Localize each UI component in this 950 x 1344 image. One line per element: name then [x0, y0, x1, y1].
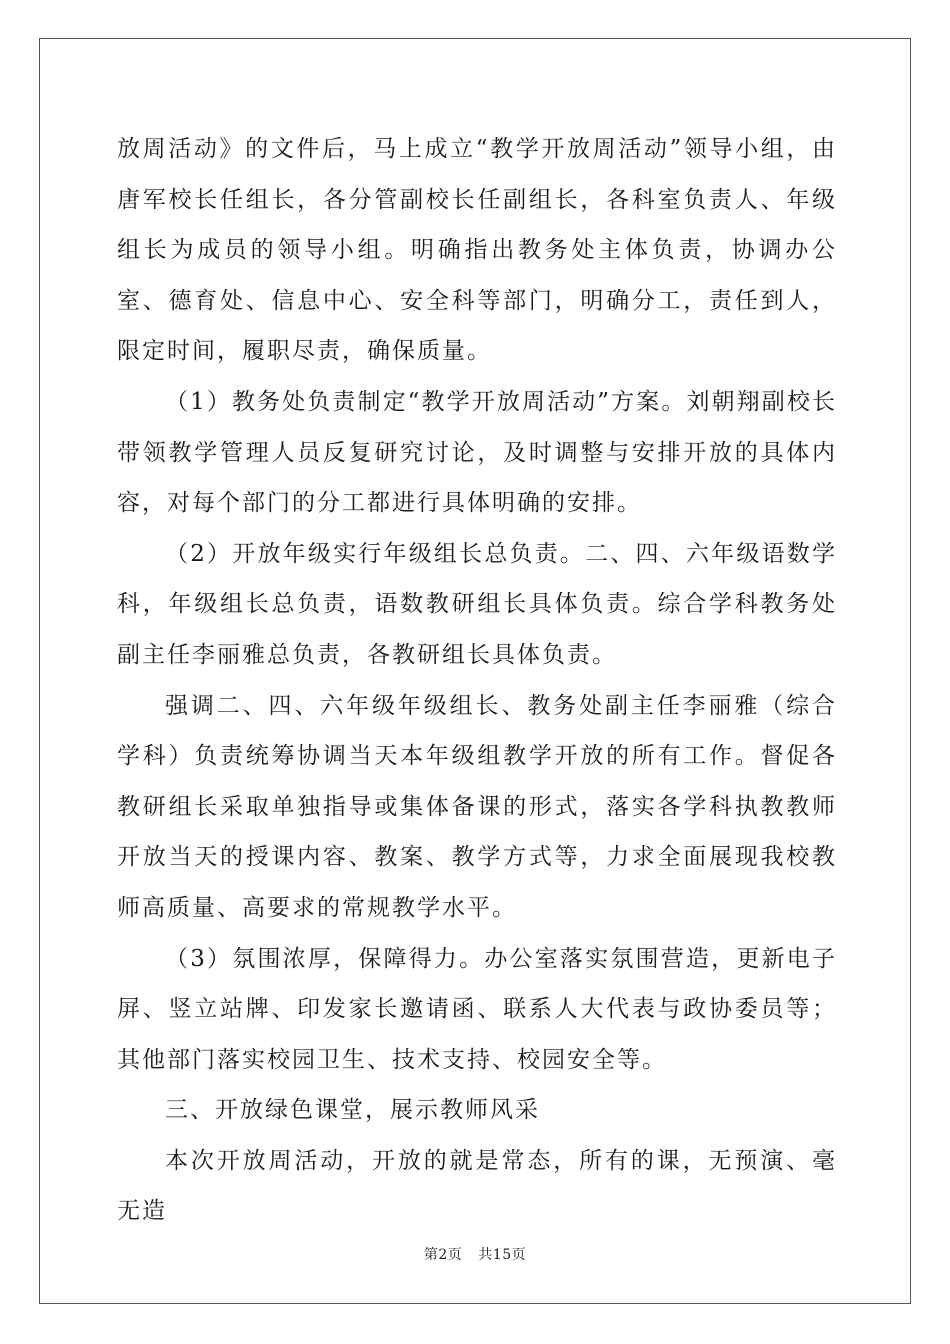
paragraph-3: （2）开放年级实行年级组长总负责。二、四、六年级语数学科，年级组长总负责，语数教研组长具体负责。综合学科教务处副主任李丽雅总负责，各教研组长具体负责。	[117, 540, 837, 668]
page-footer	[0, 1244, 950, 1264]
paragraph-4: 强调二、四、六年级年级组长、教务处副主任李丽雅（综合学科）负责统筹协调当天本年级组教学开放的所有工作。督促各教研组长采取单独指导或集体备课的形式，落实各学科执教教师开放当天的授课内容、教案、教学方式等，力求全面展现我校教师高质量、高要求的常规教学水平。	[117, 692, 837, 921]
paragraph-2: （1）教务处负责制定“教学开放周活动”方案。刘朝翔副校长带领教学管理人员反复研究讨论，及时调整与安排开放的具体内容，对每个部门的分工都进行具体明确的安排。	[117, 388, 837, 517]
total-pages: 共15页	[478, 1247, 527, 1263]
section-heading: 三、开放绿色课堂，展示教师风采	[165, 1097, 540, 1124]
paragraph-1: 放周活动》的文件后，马上成立“教学开放周活动”领导小组，由唐军校长任组长，各分管副校长任副组长，各科室负责人、年级组长为成员的领导小组。明确指出教务处主体负责，协调办公室、德育处、信息中心、安全科等部门，明确分工，责任到人，限定时间，履职尽责，确保质量。	[117, 136, 837, 365]
page-number: 第2页	[423, 1247, 463, 1263]
document-body	[117, 124, 837, 1237]
paragraph-5: （3）氛围浓厚，保障得力。办公室落实氛围营造，更新电子屏、竖立站牌、印发家长邀请函、联系人大代表与政协委员等；其他部门落实校园卫生、技术支持、校园安全等。	[117, 945, 837, 1073]
paragraph-6: 本次开放周活动，开放的就是常态，所有的课，无预演、毫无造	[117, 1147, 837, 1225]
